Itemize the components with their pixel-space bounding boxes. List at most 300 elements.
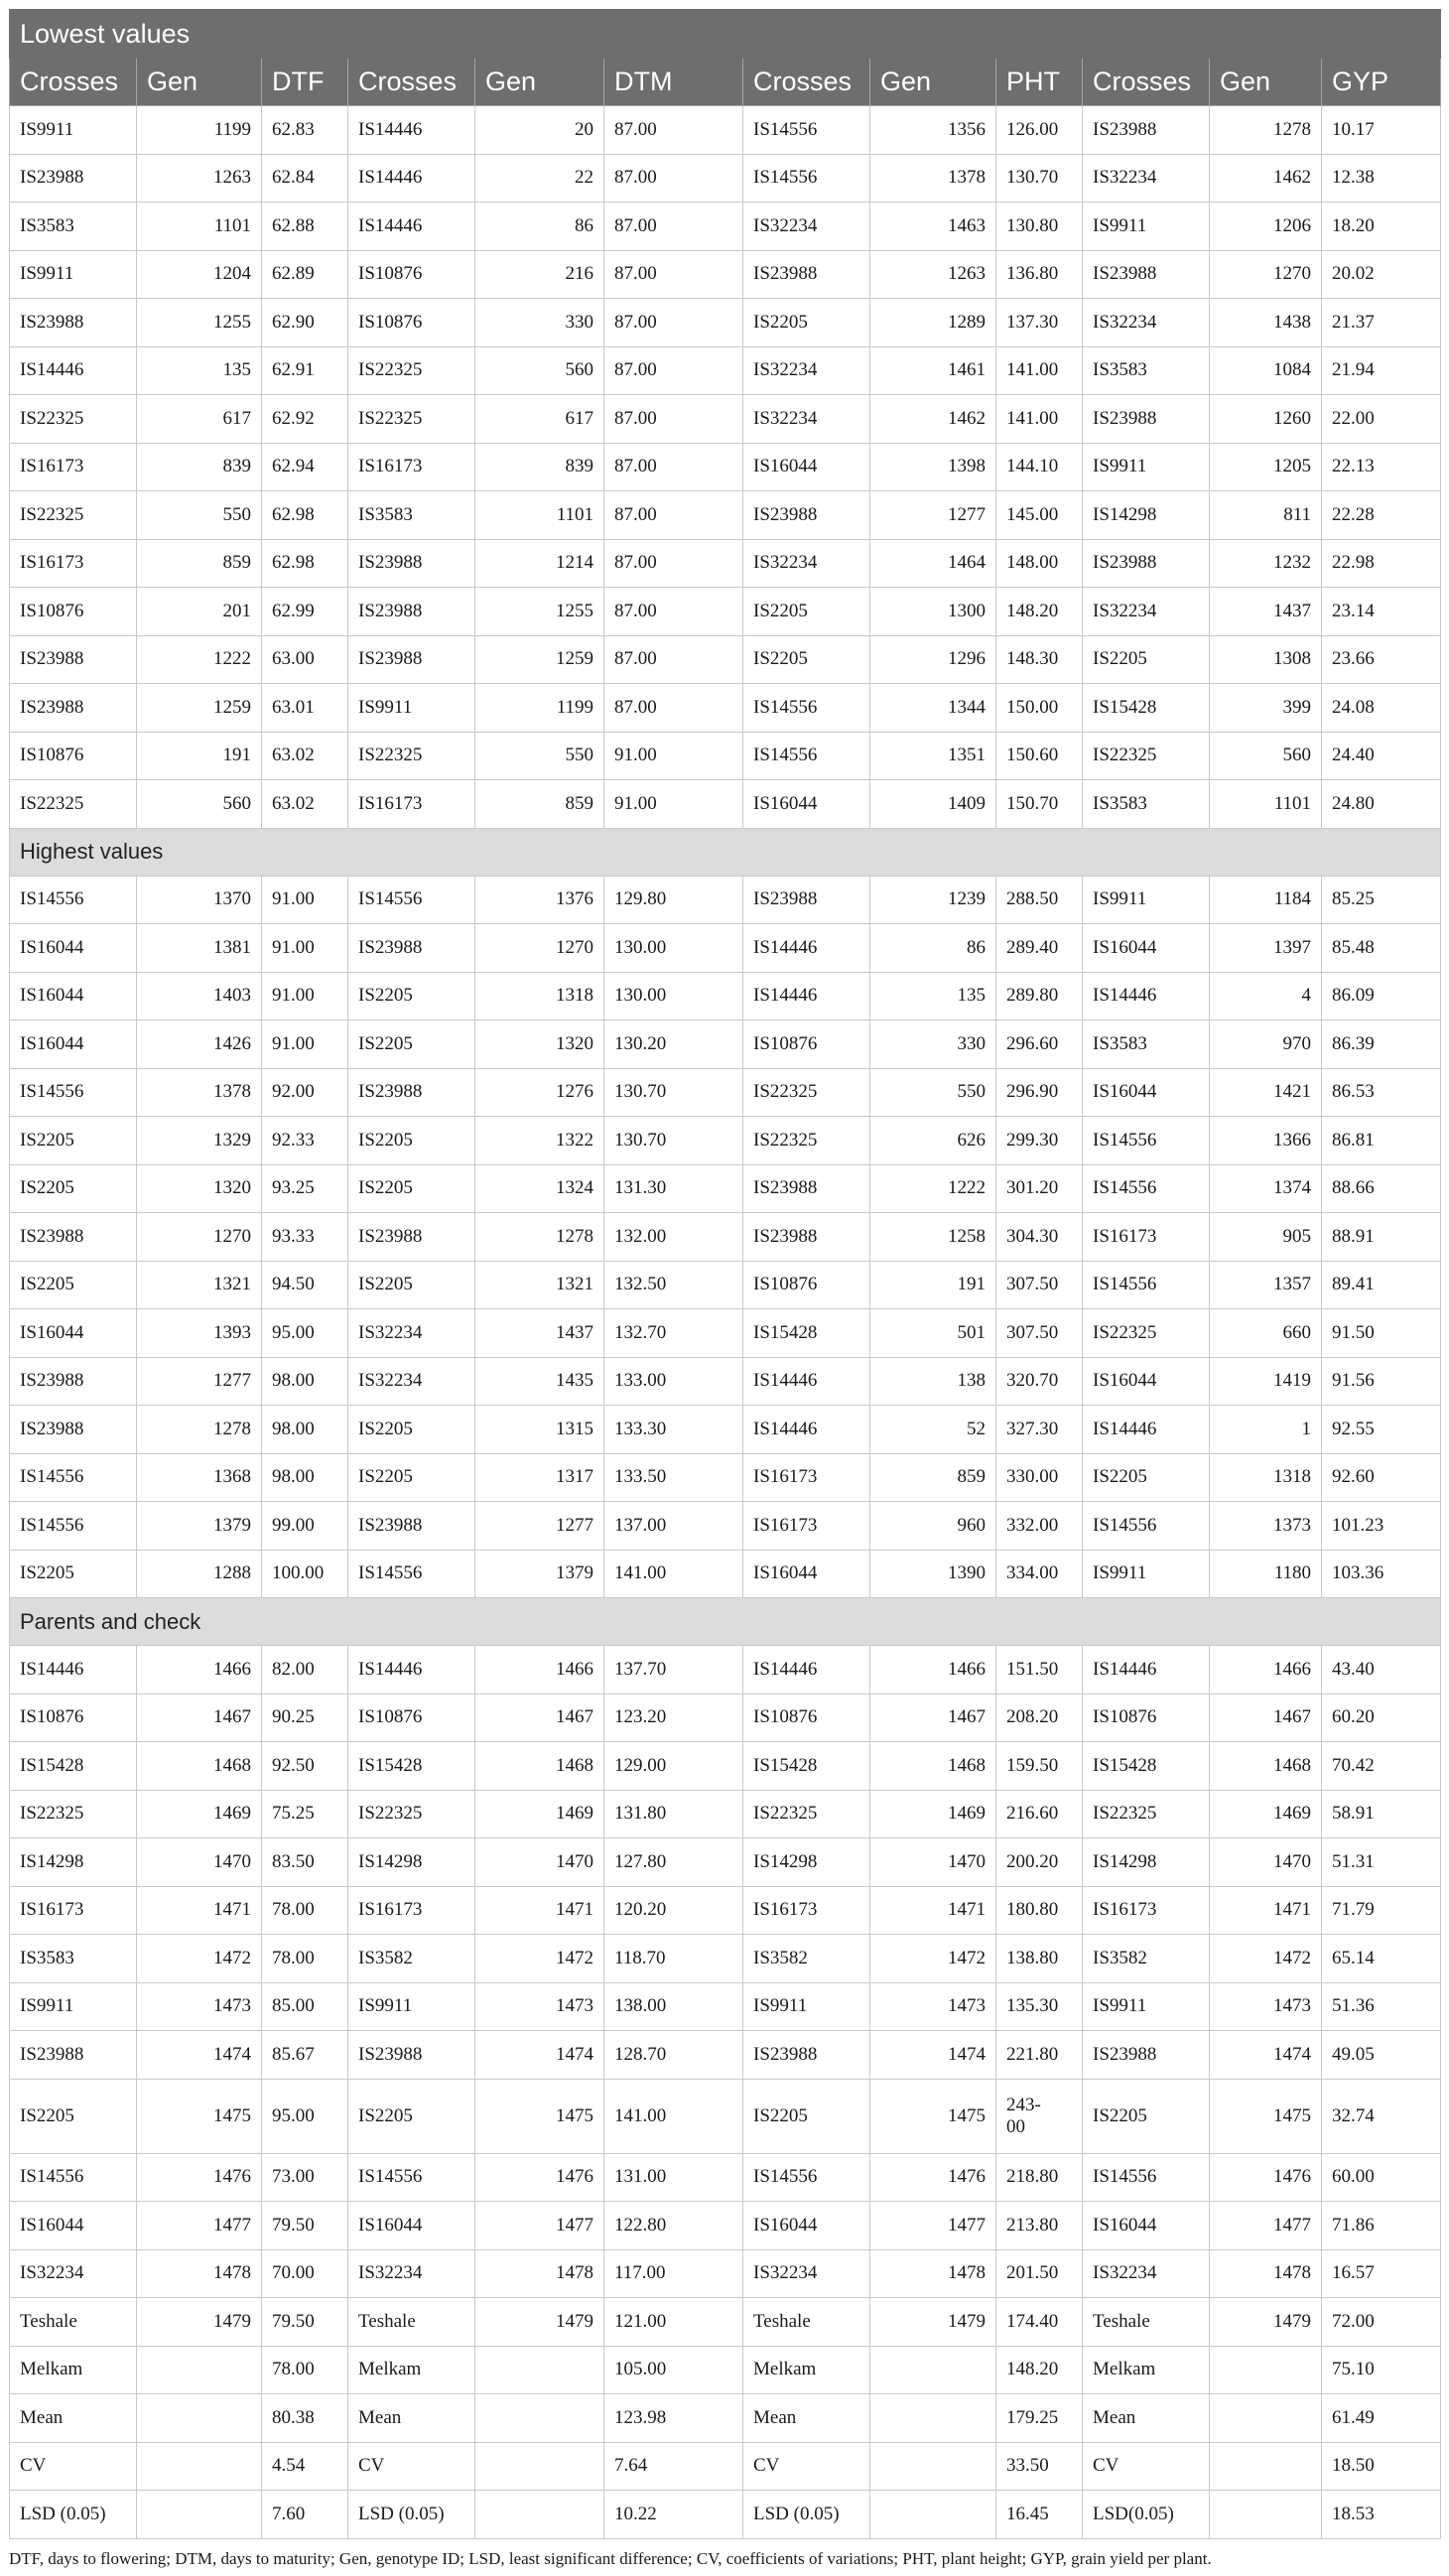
table-row xyxy=(10,1020,1441,1069)
table-cell: LSD(0.05) xyxy=(1083,2491,1210,2539)
table-cell: 103.36 xyxy=(1322,1550,1441,1598)
table-cell: 79.50 xyxy=(262,2298,348,2347)
table-cell: 1475 xyxy=(1210,2079,1322,2153)
table-cell: 1477 xyxy=(870,2202,996,2250)
table-cell: 859 xyxy=(475,780,604,829)
table-cell: 1278 xyxy=(475,1213,604,1262)
table-cell: 87.00 xyxy=(604,539,743,588)
table-cell: 1101 xyxy=(137,203,262,251)
table-cell: 141.00 xyxy=(604,2079,743,2153)
table-cell: IS10876 xyxy=(348,1694,475,1742)
column-header-row xyxy=(10,59,1441,106)
table-cell: 1409 xyxy=(870,780,996,829)
column-header: GYP xyxy=(1322,59,1441,106)
table-cell: 1470 xyxy=(475,1838,604,1887)
table-cell: 1308 xyxy=(1210,635,1322,684)
table-cell: IS32234 xyxy=(743,539,870,588)
table-cell: CV xyxy=(1083,2442,1210,2491)
table-cell: 208.20 xyxy=(996,1694,1083,1742)
table-cell: IS14556 xyxy=(743,684,870,733)
table-cell: IS32234 xyxy=(10,2249,137,2298)
table-cell: 1374 xyxy=(1210,1164,1322,1213)
table-cell: IS23988 xyxy=(1083,2031,1210,2080)
table-cell: IS23988 xyxy=(348,924,475,973)
table-cell: CV xyxy=(743,2442,870,2491)
table-cell: 151.50 xyxy=(996,1646,1083,1695)
table-cell: 141.00 xyxy=(996,346,1083,395)
table-cell: 304.30 xyxy=(996,1213,1083,1262)
table-cell: 24.80 xyxy=(1322,780,1441,829)
table-cell: 859 xyxy=(870,1453,996,1502)
table-cell: 122.80 xyxy=(604,2202,743,2250)
table-cell: IS23988 xyxy=(10,1406,137,1454)
table-cell: 22.00 xyxy=(1322,395,1441,444)
table-row xyxy=(10,1357,1441,1406)
table-row xyxy=(10,299,1441,347)
table-cell: CV xyxy=(348,2442,475,2491)
table-cell: 91.00 xyxy=(604,780,743,829)
table-cell: 91.00 xyxy=(262,924,348,973)
table-cell: IS9911 xyxy=(743,1982,870,2031)
table-cell: 1318 xyxy=(475,972,604,1020)
table-cell: IS23988 xyxy=(348,588,475,636)
table-row xyxy=(10,443,1441,491)
table-cell: IS9911 xyxy=(10,106,137,155)
table-title: Lowest values xyxy=(10,10,1441,59)
table-cell: Mean xyxy=(1083,2394,1210,2443)
table-row xyxy=(10,539,1441,588)
table-cell: IS14446 xyxy=(743,1357,870,1406)
table-cell: IS9911 xyxy=(1083,203,1210,251)
table-cell: IS14556 xyxy=(348,1550,475,1598)
table-cell: 1101 xyxy=(1210,780,1322,829)
table-cell: 1466 xyxy=(475,1646,604,1695)
table-cell: 1479 xyxy=(475,2298,604,2347)
table-cell: IS16173 xyxy=(743,1502,870,1551)
table-cell: 1318 xyxy=(1210,1453,1322,1502)
table-cell: 1184 xyxy=(1210,876,1322,924)
table-cell: IS23988 xyxy=(10,1213,137,1262)
table-cell: 1472 xyxy=(475,1935,604,1983)
table-cell: 1101 xyxy=(475,491,604,540)
table-cell: 1471 xyxy=(475,1886,604,1935)
table-row xyxy=(10,924,1441,973)
table-cell: IS16044 xyxy=(1083,1357,1210,1406)
table-cell: 138.00 xyxy=(604,1982,743,2031)
table-cell: 62.89 xyxy=(262,250,348,299)
table-cell: 60.00 xyxy=(1322,2153,1441,2202)
table-cell: IS16173 xyxy=(348,780,475,829)
table-cell: IS32234 xyxy=(743,395,870,444)
table-cell: IS22325 xyxy=(10,491,137,540)
table-cell: 1479 xyxy=(137,2298,262,2347)
table-cell: IS10876 xyxy=(743,1694,870,1742)
table-cell: IS16044 xyxy=(743,2202,870,2250)
table-cell: 86.81 xyxy=(1322,1117,1441,1165)
table-cell: 1472 xyxy=(870,1935,996,1983)
table-cell: IS2205 xyxy=(348,1261,475,1309)
table-cell: 1403 xyxy=(137,972,262,1020)
table-cell: 135.30 xyxy=(996,1982,1083,2031)
table-cell: 1473 xyxy=(137,1982,262,2031)
table-cell: 289.80 xyxy=(996,972,1083,1020)
table-cell: 320.70 xyxy=(996,1357,1083,1406)
table-cell: 1473 xyxy=(475,1982,604,2031)
table-cell: IS16173 xyxy=(10,443,137,491)
table-cell: 1258 xyxy=(870,1213,996,1262)
table-cell: 10.17 xyxy=(1322,106,1441,155)
table-cell: 1370 xyxy=(137,876,262,924)
table-row xyxy=(10,2031,1441,2080)
table-cell: 86.39 xyxy=(1322,1020,1441,1069)
table-cell: 1466 xyxy=(137,1646,262,1695)
table-cell: IS22325 xyxy=(743,1068,870,1117)
table-cell: 87.00 xyxy=(604,588,743,636)
table-cell: 78.00 xyxy=(262,1935,348,1983)
table-cell: IS16044 xyxy=(743,1550,870,1598)
table-cell: IS3583 xyxy=(1083,1020,1210,1069)
table-cell: 62.90 xyxy=(262,299,348,347)
table-row xyxy=(10,635,1441,684)
table-cell: 1479 xyxy=(1210,2298,1322,2347)
table-cell: IS16173 xyxy=(1083,1886,1210,1935)
table-cell: IS9911 xyxy=(10,1982,137,2031)
table-cell: IS14556 xyxy=(1083,1502,1210,1551)
table-cell: 18.53 xyxy=(1322,2491,1441,2539)
table-cell: 90.25 xyxy=(262,1694,348,1742)
table-cell: IS15428 xyxy=(1083,1742,1210,1791)
table-cell: IS16044 xyxy=(10,1309,137,1358)
table-cell: IS14446 xyxy=(743,1406,870,1454)
table-cell: 85.00 xyxy=(262,1982,348,2031)
table-cell: 1 xyxy=(1210,1406,1322,1454)
table-cell: 73.00 xyxy=(262,2153,348,2202)
table-cell: 75.10 xyxy=(1322,2346,1441,2394)
table-cell: IS14556 xyxy=(10,1068,137,1117)
table-cell: 137.70 xyxy=(604,1646,743,1695)
table-cell: 85.67 xyxy=(262,2031,348,2080)
table-cell: IS2205 xyxy=(743,588,870,636)
table-cell: IS2205 xyxy=(10,1550,137,1598)
table-cell: 560 xyxy=(137,780,262,829)
table-cell: 131.30 xyxy=(604,1164,743,1213)
table-cell: 4 xyxy=(1210,972,1322,1020)
table-cell: 1300 xyxy=(870,588,996,636)
table-cell: 660 xyxy=(1210,1309,1322,1358)
table-cell: 87.00 xyxy=(604,203,743,251)
table-cell: 92.50 xyxy=(262,1742,348,1791)
table-cell: 63.02 xyxy=(262,780,348,829)
table-cell: IS23988 xyxy=(1083,395,1210,444)
table-cell: 1464 xyxy=(870,539,996,588)
table-cell: IS14556 xyxy=(10,876,137,924)
table-cell: 62.83 xyxy=(262,106,348,155)
table-cell: 180.80 xyxy=(996,1886,1083,1935)
table-cell: 62.91 xyxy=(262,346,348,395)
table-cell: 1469 xyxy=(870,1790,996,1838)
table-cell: 137.30 xyxy=(996,299,1083,347)
table-cell: IS23988 xyxy=(1083,250,1210,299)
table-row xyxy=(10,2442,1441,2491)
table-cell: 307.50 xyxy=(996,1261,1083,1309)
table-cell: IS22325 xyxy=(1083,732,1210,780)
column-header: DTM xyxy=(604,59,743,106)
table-row xyxy=(10,2153,1441,2202)
table-cell: 550 xyxy=(870,1068,996,1117)
table-cell: IS16044 xyxy=(10,924,137,973)
table-cell: 10.22 xyxy=(604,2491,743,2539)
table-cell: 62.98 xyxy=(262,491,348,540)
data-table xyxy=(9,9,1441,2539)
table-cell: IS3582 xyxy=(1083,1935,1210,1983)
table-cell: IS22325 xyxy=(10,395,137,444)
table-cell: 86.53 xyxy=(1322,1068,1441,1117)
table-cell: 92.33 xyxy=(262,1117,348,1165)
table-cell: 1472 xyxy=(1210,1935,1322,1983)
table-cell: 91.56 xyxy=(1322,1357,1441,1406)
table-cell xyxy=(475,2442,604,2491)
table-cell: 550 xyxy=(475,732,604,780)
table-cell: 1478 xyxy=(137,2249,262,2298)
table-cell: 1366 xyxy=(1210,1117,1322,1165)
table-cell: IS16173 xyxy=(1083,1213,1210,1262)
table-cell: 1474 xyxy=(475,2031,604,2080)
table-cell: 1263 xyxy=(137,154,262,203)
table-cell: 1255 xyxy=(475,588,604,636)
table-cell: 174.40 xyxy=(996,2298,1083,2347)
table-cell: 62.92 xyxy=(262,395,348,444)
table-cell: 1468 xyxy=(137,1742,262,1791)
table-cell: 87.00 xyxy=(604,106,743,155)
table-cell: IS3583 xyxy=(1083,780,1210,829)
table-cell: 16.57 xyxy=(1322,2249,1441,2298)
table-cell: 130.70 xyxy=(604,1068,743,1117)
table-cell: IS2205 xyxy=(348,1406,475,1454)
table-row xyxy=(10,1309,1441,1358)
table-row xyxy=(10,1935,1441,1983)
table-cell: 179.25 xyxy=(996,2394,1083,2443)
table-cell: 243- 00 xyxy=(996,2079,1083,2153)
table-cell: 132.70 xyxy=(604,1309,743,1358)
column-header: Gen xyxy=(1210,59,1322,106)
table-cell: IS3583 xyxy=(10,203,137,251)
table-cell: 1470 xyxy=(870,1838,996,1887)
table-cell: IS14556 xyxy=(1083,1261,1210,1309)
table-cell: 98.00 xyxy=(262,1357,348,1406)
table-cell: 617 xyxy=(137,395,262,444)
table-cell: 1379 xyxy=(475,1550,604,1598)
table-body xyxy=(10,10,1441,2539)
table-cell: IS2205 xyxy=(348,2079,475,2153)
table-cell: IS10876 xyxy=(1083,1694,1210,1742)
table-cell: 1479 xyxy=(870,2298,996,2347)
table-row xyxy=(10,346,1441,395)
table-cell: 98.00 xyxy=(262,1453,348,1502)
table-row xyxy=(10,154,1441,203)
table-cell: IS14446 xyxy=(348,106,475,155)
table-cell: 72.00 xyxy=(1322,2298,1441,2347)
table-cell: IS3583 xyxy=(348,491,475,540)
table-cell: 65.14 xyxy=(1322,1935,1441,1983)
table-cell: 1478 xyxy=(1210,2249,1322,2298)
table-cell: 1320 xyxy=(137,1164,262,1213)
table-cell: 150.60 xyxy=(996,732,1083,780)
table-cell: Melkam xyxy=(348,2346,475,2394)
table-cell: 86.09 xyxy=(1322,972,1441,1020)
table-cell: 1473 xyxy=(870,1982,996,2031)
table-cell: 1468 xyxy=(475,1742,604,1791)
table-cell: 82.00 xyxy=(262,1646,348,1695)
table-cell: 98.00 xyxy=(262,1406,348,1454)
table-cell: 1421 xyxy=(1210,1068,1322,1117)
table-cell: IS14298 xyxy=(1083,1838,1210,1887)
column-header: Crosses xyxy=(1083,59,1210,106)
table-row xyxy=(10,2079,1441,2153)
table-cell: IS23988 xyxy=(10,299,137,347)
table-row xyxy=(10,876,1441,924)
table-cell: IS23988 xyxy=(348,539,475,588)
table-cell: 130.70 xyxy=(604,1117,743,1165)
table-cell xyxy=(870,2346,996,2394)
table-cell: IS32234 xyxy=(1083,154,1210,203)
table-cell: 23.14 xyxy=(1322,588,1441,636)
table-cell: IS16044 xyxy=(743,443,870,491)
table-cell: 1199 xyxy=(137,106,262,155)
table-row xyxy=(10,1694,1441,1742)
table-cell: 130.00 xyxy=(604,924,743,973)
table-cell: IS32234 xyxy=(348,1309,475,1358)
table-cell: 118.70 xyxy=(604,1935,743,1983)
table-cell: 1470 xyxy=(1210,1838,1322,1887)
table-cell: 626 xyxy=(870,1117,996,1165)
table-cell: 1475 xyxy=(137,2079,262,2153)
section-header-row xyxy=(10,828,1441,876)
table-cell: IS16044 xyxy=(348,2202,475,2250)
table-cell: 859 xyxy=(137,539,262,588)
table-cell: IS22325 xyxy=(743,1790,870,1838)
table-cell: 1329 xyxy=(137,1117,262,1165)
table-cell xyxy=(1210,2491,1322,2539)
table-cell: 811 xyxy=(1210,491,1322,540)
table-cell: 21.37 xyxy=(1322,299,1441,347)
table-cell: IS22325 xyxy=(10,780,137,829)
table-row xyxy=(10,2394,1441,2443)
table-row xyxy=(10,1406,1441,1454)
table-cell: 1378 xyxy=(870,154,996,203)
table-cell: Teshale xyxy=(743,2298,870,2347)
table-cell: 148.30 xyxy=(996,635,1083,684)
table-cell: 22.13 xyxy=(1322,443,1441,491)
table-row xyxy=(10,250,1441,299)
table-cell: 61.49 xyxy=(1322,2394,1441,2443)
table-cell: 99.00 xyxy=(262,1502,348,1551)
table-cell: 63.00 xyxy=(262,635,348,684)
table-cell: 148.00 xyxy=(996,539,1083,588)
table-cell: 617 xyxy=(475,395,604,444)
table-cell: 1378 xyxy=(137,1068,262,1117)
table-cell: 63.02 xyxy=(262,732,348,780)
table-cell: IS23988 xyxy=(348,635,475,684)
table-cell: IS16173 xyxy=(348,443,475,491)
table-cell: 1426 xyxy=(137,1020,262,1069)
table-cell: 1467 xyxy=(870,1694,996,1742)
table-cell: 1472 xyxy=(137,1935,262,1983)
table-cell: 1322 xyxy=(475,1117,604,1165)
table-cell: 560 xyxy=(1210,732,1322,780)
table-cell: 78.00 xyxy=(262,2346,348,2394)
table-cell: 905 xyxy=(1210,1213,1322,1262)
table-cell: IS14556 xyxy=(1083,1164,1210,1213)
table-cell: IS3583 xyxy=(1083,346,1210,395)
table-cell: 75.25 xyxy=(262,1790,348,1838)
table-cell: 138 xyxy=(870,1357,996,1406)
table-cell: 1381 xyxy=(137,924,262,973)
table-cell: Mean xyxy=(10,2394,137,2443)
table-cell: IS32234 xyxy=(743,2249,870,2298)
table-cell: 133.50 xyxy=(604,1453,743,1502)
table-cell: 1468 xyxy=(1210,1742,1322,1791)
table-cell: 144.10 xyxy=(996,443,1083,491)
table-cell: IS23988 xyxy=(743,250,870,299)
table-cell: IS22325 xyxy=(348,395,475,444)
table-cell: 218.80 xyxy=(996,2153,1083,2202)
table-cell: 1474 xyxy=(870,2031,996,2080)
table-cell: IS2205 xyxy=(1083,2079,1210,2153)
table-row xyxy=(10,1742,1441,1791)
table-cell: 71.86 xyxy=(1322,2202,1441,2250)
table-cell: 24.08 xyxy=(1322,684,1441,733)
table-cell: 87.00 xyxy=(604,635,743,684)
table-cell: 22.28 xyxy=(1322,491,1441,540)
table-cell: 1204 xyxy=(137,250,262,299)
table-cell: 1461 xyxy=(870,346,996,395)
table-cell: 296.60 xyxy=(996,1020,1083,1069)
table-cell: IS2205 xyxy=(348,1117,475,1165)
table-cell: IS2205 xyxy=(1083,635,1210,684)
table-row xyxy=(10,1213,1441,1262)
table-cell: IS10876 xyxy=(348,299,475,347)
table-cell: IS10876 xyxy=(743,1261,870,1309)
table-cell: 1320 xyxy=(475,1020,604,1069)
table-cell: 200.20 xyxy=(996,1838,1083,1887)
table-cell: IS23988 xyxy=(10,684,137,733)
table-cell: 1463 xyxy=(870,203,996,251)
table-cell: IS14556 xyxy=(743,154,870,203)
table-cell: 24.40 xyxy=(1322,732,1441,780)
table-cell: LSD (0.05) xyxy=(743,2491,870,2539)
table-cell: 334.00 xyxy=(996,1550,1083,1598)
table-cell: 1351 xyxy=(870,732,996,780)
table-cell: 1478 xyxy=(870,2249,996,2298)
table-cell: IS2205 xyxy=(10,1117,137,1165)
table-cell: 201.50 xyxy=(996,2249,1083,2298)
table-cell: LSD (0.05) xyxy=(10,2491,137,2539)
table-cell: IS22325 xyxy=(348,1790,475,1838)
table-cell: 1205 xyxy=(1210,443,1322,491)
table-cell xyxy=(137,2346,262,2394)
table-cell: 87.00 xyxy=(604,299,743,347)
table-cell: IS14446 xyxy=(1083,1406,1210,1454)
table-cell: IS22325 xyxy=(1083,1790,1210,1838)
table-cell: 839 xyxy=(137,443,262,491)
table-footnote: DTF, days to flowering; DTM, days to maturity; Gen, genotype ID; LSD, least significant difference; CV, coefficients of variations; PHT, plant height; GYP, grain yield per plant. xyxy=(9,2549,1212,2568)
table-cell: 136.80 xyxy=(996,250,1083,299)
table-cell: 1467 xyxy=(137,1694,262,1742)
table-row xyxy=(10,2202,1441,2250)
table-cell: 117.00 xyxy=(604,2249,743,2298)
table-cell: 145.00 xyxy=(996,491,1083,540)
table-cell: IS32234 xyxy=(1083,299,1210,347)
